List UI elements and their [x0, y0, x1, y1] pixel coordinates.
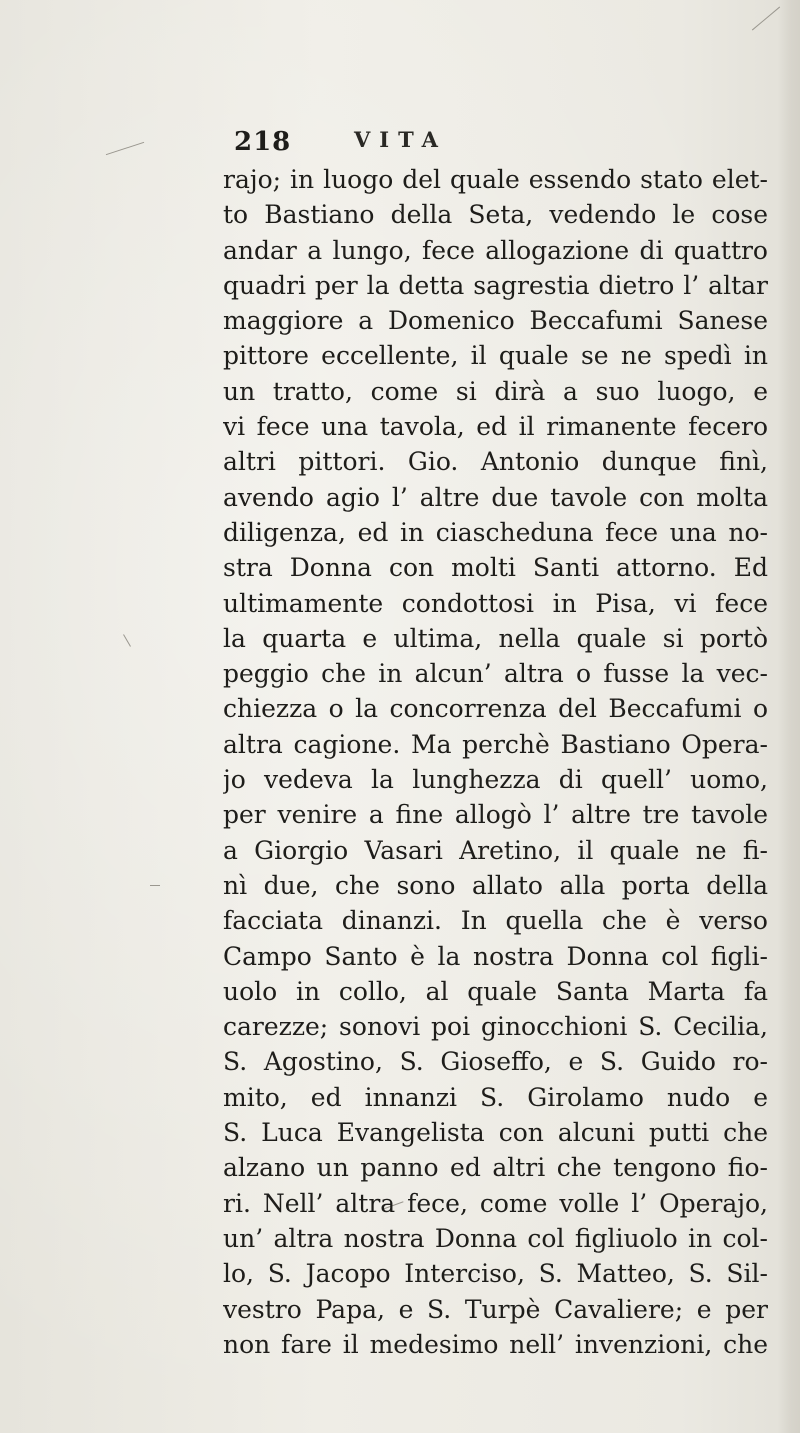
- text-line: lo, S. Jacopo Interciso, S. Matteo, S. Sil-: [223, 1259, 768, 1289]
- text-line: ultimamente condottosi in Pisa, vi fece: [223, 588, 768, 618]
- page-number: 218: [234, 127, 292, 157]
- text-line: alzano un panno ed altri che tengono fio-: [223, 1153, 768, 1183]
- text-line: non fare il medesimo nell’ invenzioni, che: [223, 1329, 768, 1359]
- text-line: Campo Santo è la nostra Donna col figli-: [223, 941, 768, 971]
- body-text: [223, 162, 768, 1362]
- page-header: [234, 127, 654, 163]
- page-edge-shadow: [778, 0, 800, 1433]
- corner-pencil-mark: [752, 7, 780, 31]
- text-line: andar a lungo, fece allogazione di quattro: [223, 235, 768, 265]
- margin-pencil-mark: [106, 142, 144, 155]
- text-line: chiezza o la concorrenza del Beccafumi o: [223, 694, 768, 724]
- text-line: stra Donna con molti Santi attorno. Ed: [223, 553, 768, 583]
- text-line: quadri per la detta sagrestia dietro l’ altar: [223, 270, 768, 300]
- text-line: altra cagione. Ma perchè Bastiano Opera-: [223, 729, 768, 759]
- text-line: nì due, che sono allato alla porta della: [223, 870, 768, 900]
- margin-pencil-mark: [150, 885, 160, 886]
- margin-pencil-mark: [123, 634, 131, 647]
- text-line: un tratto, come si dirà a suo luogo, e: [223, 376, 768, 406]
- text-line: rajo; in luogo del quale essendo stato elet-: [223, 165, 768, 194]
- text-line: a Giorgio Vasari Aretino, il quale ne fi-: [223, 835, 768, 865]
- text-line: vestro Papa, e S. Turpè Cavaliere; e per: [223, 1294, 768, 1324]
- text-line: mito, ed innanzi S. Girolamo nudo e: [223, 1082, 768, 1112]
- text-line: pittore eccellente, il quale se ne spedì in: [223, 341, 768, 371]
- text-line: facciata dinanzi. In quella che è verso: [223, 906, 768, 936]
- text-line: ri. Nell’ altra fece, come volle l’ Operajo,: [223, 1188, 768, 1218]
- text-line: avendo agio l’ altre due tavole con molta: [223, 482, 768, 512]
- text-line: la quarta e ultima, nella quale si portò: [223, 623, 768, 653]
- running-head: VITA: [354, 127, 447, 152]
- text-line: altri pittori. Gio. Antonio dunque finì,: [223, 447, 768, 477]
- text-line: S. Agostino, S. Gioseffo, e S. Guido ro-: [223, 1047, 768, 1077]
- text-line: diligenza, ed in ciascheduna fece una no-: [223, 517, 768, 547]
- text-line: uolo in collo, al quale Santa Marta fa: [223, 976, 768, 1006]
- text-line: vi fece una tavola, ed il rimanente fecero: [223, 412, 768, 442]
- text-line: per venire a fine allogò l’ altre tre tavole: [223, 800, 768, 830]
- text-line: un’ altra nostra Donna col figliuolo in col-: [223, 1223, 768, 1253]
- text-line: carezze; sonovi poi ginocchioni S. Cecilia,: [223, 1012, 768, 1042]
- text-line: jo vedeva la lunghezza di quell’ uomo,: [223, 765, 768, 795]
- text-line: peggio che in alcun’ altra o fusse la vec-: [223, 659, 768, 689]
- text-line: maggiore a Domenico Beccafumi Sanese: [223, 306, 768, 336]
- text-line: to Bastiano della Seta, vedendo le cose: [223, 200, 768, 230]
- text-line: S. Luca Evangelista con alcuni putti che: [223, 1118, 768, 1148]
